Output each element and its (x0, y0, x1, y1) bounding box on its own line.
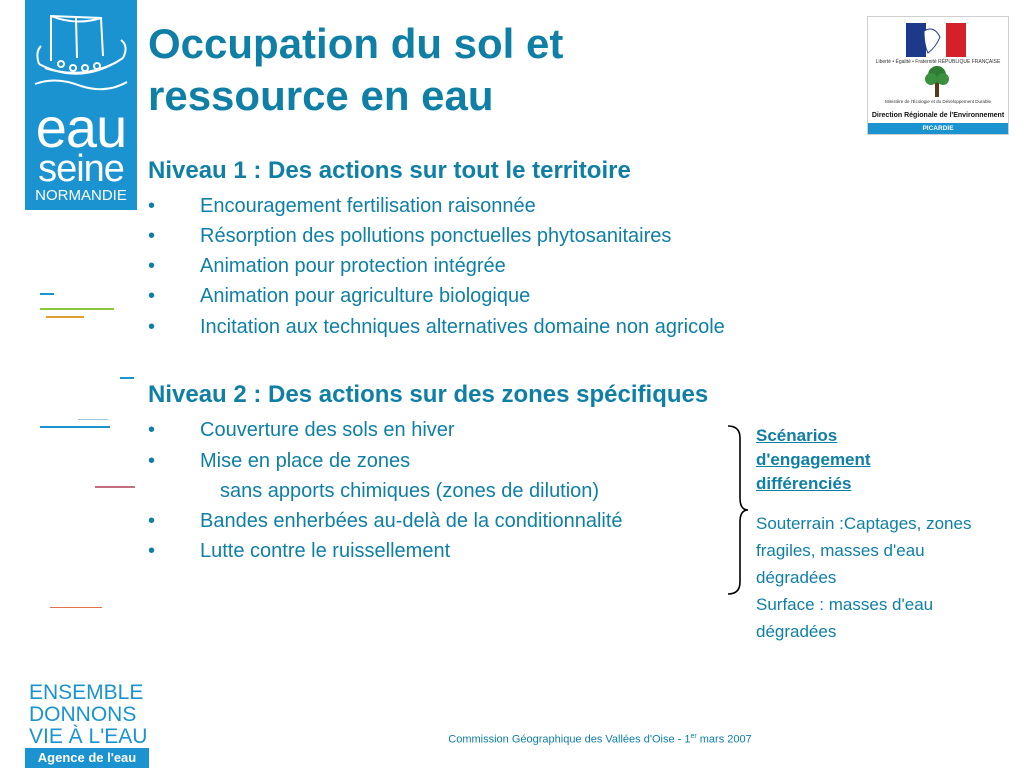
page-title: Occupation du sol et ressource en eau (148, 20, 564, 119)
decorative-line (95, 486, 135, 488)
list-item (148, 312, 725, 342)
bullet: • (148, 225, 156, 247)
decorative-line (46, 316, 84, 318)
list-item-text: Mise en place de zones (200, 450, 411, 472)
decorative-line (78, 419, 108, 420)
bullet: • (148, 195, 156, 217)
footer-sup: er (690, 733, 697, 740)
logo-donnons-text: DONNONS (29, 703, 137, 726)
list-item-text: Encouragement fertilisation raisonnée (200, 195, 536, 217)
ministry-text: Ministère de l'Écologie et du Développement Durable (885, 99, 991, 104)
section2-heading: Niveau 2 : Des actions sur des zones spécifiques (148, 381, 709, 408)
bullet: • (148, 540, 156, 562)
list-item (148, 415, 455, 445)
list-item (148, 251, 506, 281)
decorative-line (40, 293, 54, 295)
section1-heading: Niveau 1 : Des actions sur tout le territoire (148, 157, 631, 184)
bullet: • (148, 450, 156, 472)
footer-date: mars 2007 (696, 733, 752, 746)
list-item-text: Incitation aux techniques alternatives domaine non agricole (200, 316, 725, 338)
direction-text: Direction Régionale de l'Environnement (871, 112, 1005, 119)
logo-seine-text: seine (38, 148, 124, 190)
list-item (148, 506, 623, 536)
note-groundwater-text: Souterrain :Captages, zones fragiles, masses d'eau dégradées (756, 514, 972, 587)
list-item-text: Résorption des pollutions ponctuelles phytosanitaires (200, 225, 672, 247)
bullet: • (148, 419, 156, 441)
list-item-text: Animation pour protection intégrée (200, 255, 506, 277)
logo-vie-text: VIE À L'EAU (29, 725, 148, 748)
diren-picardie-logo (867, 16, 1009, 135)
bullet: • (148, 510, 156, 532)
decorative-line (40, 426, 110, 428)
list-item (148, 221, 671, 251)
note-surface-text: Surface : masses d'eau dégradées (756, 595, 934, 641)
eau-seine-normandie-logo (25, 0, 137, 210)
decorative-line (40, 308, 114, 310)
note-text (756, 510, 1006, 645)
decorative-line (120, 377, 134, 379)
list-item-text: Bandes enherbées au-delà de la conditionnalité (200, 510, 623, 532)
viking-boat-icon (31, 6, 131, 96)
list-item-text: Lutte contre le ruissellement (200, 540, 451, 562)
list-item (148, 536, 450, 566)
logo-ensemble-text: ENSEMBLE (29, 681, 144, 704)
bullet: • (148, 285, 156, 307)
tree-icon (923, 65, 951, 97)
republique-text: Liberté • Égalité • Fraternité RÉPUBLIQUE FRANÇAISE (875, 59, 1001, 65)
logo-eau-text: eau (35, 96, 127, 159)
footer-text: Commission Géographique des Vallées d'Oise - 1 (448, 733, 691, 746)
bullet: • (148, 255, 156, 277)
right-brace-icon (726, 424, 750, 596)
decorative-line (50, 607, 102, 608)
bullet: • (148, 316, 156, 338)
region-text: PICARDIE (868, 123, 1008, 134)
list-item-text: Couverture des sols en hiver (200, 419, 455, 441)
marianne-flag-icon (906, 23, 966, 57)
logo-agence-text: Agence de l'eau (25, 748, 149, 768)
list-item-continuation: sans apports chimiques (zones de dilution) (220, 480, 600, 502)
list-item (148, 281, 530, 311)
logo-normandie-text: NORMANDIE (35, 187, 127, 204)
list-item (148, 446, 410, 476)
footer (420, 730, 780, 747)
agence-de-l-eau-logo (25, 662, 149, 768)
list-item-text: Animation pour agriculture biologique (200, 285, 531, 307)
scenarios-link[interactable]: Scénarios d'engagement différenciés (756, 426, 871, 493)
list-item (148, 191, 536, 221)
